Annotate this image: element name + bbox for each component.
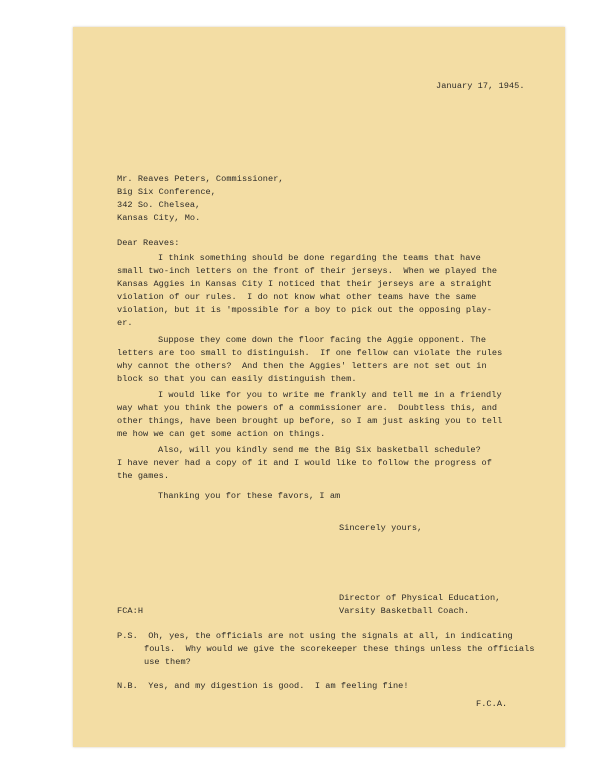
address-line: Big Six Conference, [117, 187, 216, 197]
body-line: violation of our rules. I do not know what other teams have the same [117, 292, 477, 302]
body-line: other things, have been brought up before, so I am just asking you to tell [117, 416, 503, 426]
body-line: I would like for you to write me frankly and tell me in a friendly [158, 390, 502, 400]
closing: Sincerely yours, [339, 523, 423, 533]
signature-title-line: Varsity Basketball Coach. [339, 606, 470, 616]
body-line: er. [117, 318, 133, 328]
postscript-line: fouls. Why would we give the scorekeeper these things unless the officials [144, 644, 535, 654]
body-line: Kansas Aggies in Kansas City I noticed that their jerseys are a straight [117, 279, 492, 289]
address-line: Mr. Reaves Peters, Commissioner, [117, 174, 284, 184]
letter-date: January 17, 1945. [436, 81, 525, 91]
body-line: I have never had a copy of it and I would like to follow the progress of [117, 458, 492, 468]
body-line: block so that you can easily distinguish them. [117, 374, 357, 384]
nota-bene: N.B. Yes, and my digestion is good. I am feeling fine! [117, 681, 409, 691]
body-line: way what you think the powers of a commissioner are. Doubtless this, and [117, 403, 498, 413]
body-line: letters are too small to distinguish. If one fellow can violate the rules [117, 348, 503, 358]
address-line: Kansas City, Mo. [117, 213, 201, 223]
signature-title-line: Director of Physical Education, [339, 593, 501, 603]
sign-off-initials: F.C.A. [476, 699, 508, 709]
body-line: small two-inch letters on the front of their jerseys. When we played the [117, 266, 498, 276]
body-line: Suppose they come down the floor facing the Aggie opponent. The [158, 335, 487, 345]
salutation: Dear Reaves: [117, 238, 180, 248]
body-line: Also, will you kindly send me the Big Six basketball schedule? [158, 445, 481, 455]
body-line: me how we can get some action on things. [117, 429, 326, 439]
thanks-line: Thanking you for these favors, I am [158, 491, 341, 501]
body-line: I think something should be done regarding the teams that have [158, 253, 481, 263]
postscript-line: P.S. Oh, yes, the officials are not using the signals at all, in indicating [117, 631, 513, 641]
body-line: why cannot the others? And then the Aggies' letters are not set out in [117, 361, 487, 371]
postscript-line: use them? [144, 657, 191, 667]
body-line: the games. [117, 471, 170, 481]
address-line: 342 So. Chelsea, [117, 200, 201, 210]
typist-initials: FCA:H [117, 606, 144, 616]
body-line: violation, but it is 'mpossible for a boy to pick out the opposing play- [117, 305, 492, 315]
